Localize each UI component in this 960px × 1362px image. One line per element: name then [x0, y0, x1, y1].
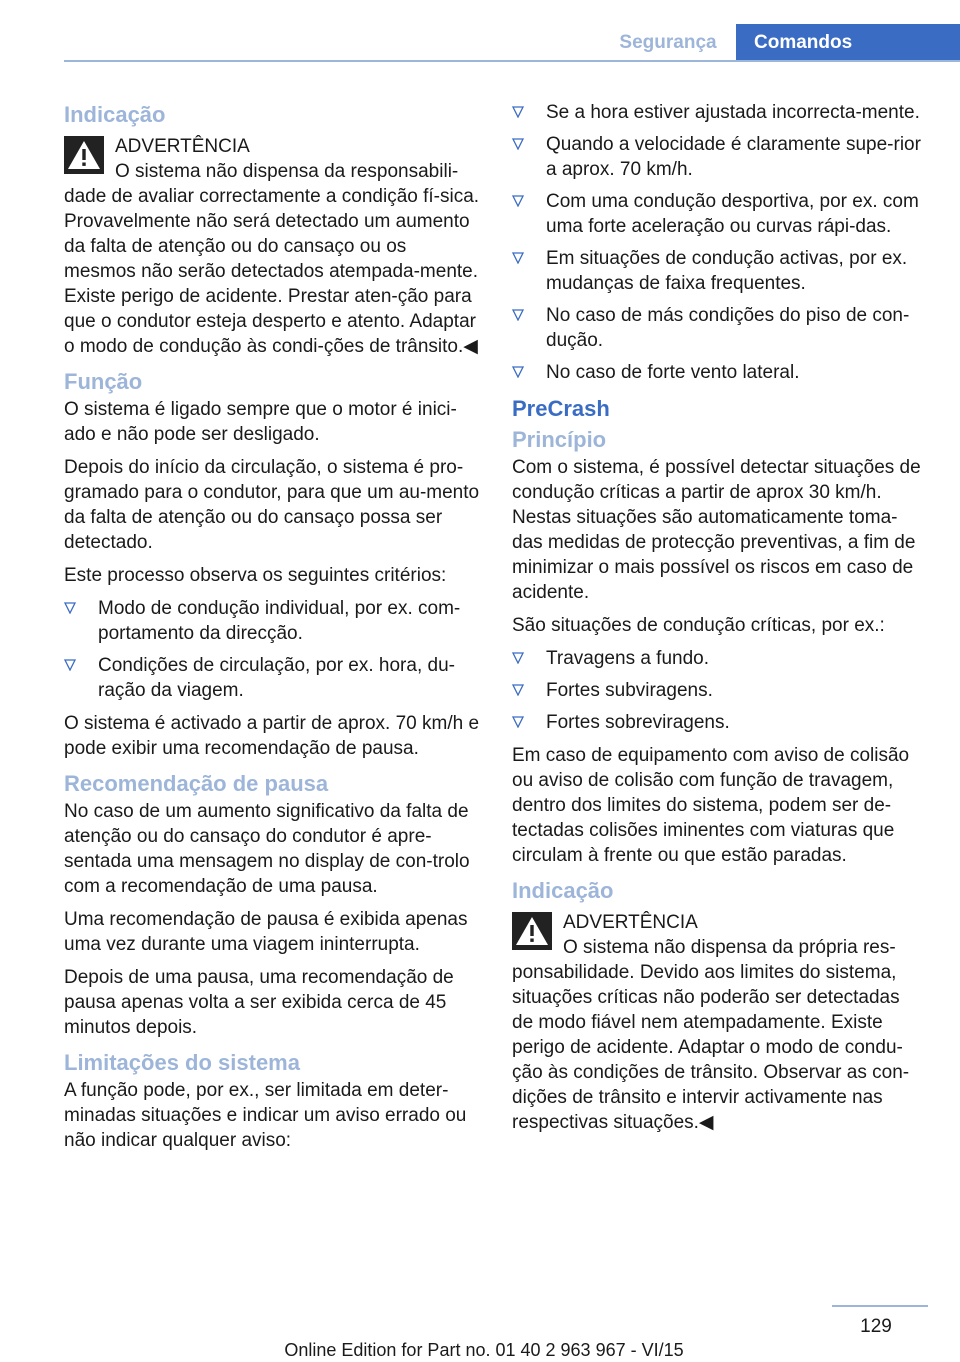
triangle-bullet-icon — [512, 138, 524, 150]
warning-triangle-icon — [64, 136, 104, 174]
list-item-text: Fortes subviragens. — [546, 680, 713, 701]
page-header — [0, 0, 960, 62]
list-item — [512, 710, 926, 735]
warning-text-2: O sistema não dispensa da própria res‐ponsabilidade. Devido aos limites do sistema, situações críticas não poderão ser detectadas de modo fiável nem atempadamente. Existe perigo de acidente. Adaptar o modo de condu‐ção às condições de trânsito. Observar as con‐dições de trânsito e intervir activamente nas respectivas situações.◀ — [512, 937, 910, 1133]
heading-limitacoes: Limitações do sistema — [64, 1050, 300, 1075]
heading-precrash: PreCrash — [512, 396, 610, 421]
list-item-text: No caso de forte vento lateral. — [546, 362, 800, 383]
list-item — [512, 132, 926, 182]
paragraph: Este processo observa os seguintes critérios: — [64, 565, 447, 586]
warning-box-1 — [64, 134, 480, 359]
list-item — [512, 246, 926, 296]
list-item-text: Quando a velocidade é claramente supe‐rior a aprox. 70 km/h. — [546, 134, 921, 180]
warning-text-1: O sistema não dispensa da responsabili‐dade de avaliar correctamente a condição fí‐sica. Provavelmente não será detectado um aumento da falta de atenção ou do cansaço ou os mesmos não serão detectados atempada‐mente. Existe perigo de acidente. Prestar aten‐ção para que o condutor esteja desperto e atento. Adaptar o modo de condução às condi‐ções de trânsito.◀ — [64, 161, 480, 357]
list-item-text: Modo de condução individual, por ex. com‐portamento da direcção. — [98, 598, 461, 644]
header-section-tab: Segurança — [619, 32, 717, 53]
list-item — [64, 596, 480, 646]
list-item-text: No caso de más condições do piso de con‐dução. — [546, 305, 910, 351]
right-column — [512, 100, 926, 1143]
list-item — [512, 100, 926, 125]
paragraph: A função pode, por ex., ser limitada em deter‐minadas situações e indicar um aviso errado ou não indicar qualquer aviso: — [64, 1080, 467, 1151]
paragraph: Depois de uma pausa, uma recomendação de pausa apenas volta a ser exibida cerca de 45 minutos depois. — [64, 967, 454, 1038]
list-item — [512, 360, 926, 385]
triangle-bullet-icon — [512, 716, 524, 728]
list-item-text: Condições de circulação, por ex. hora, du‐ração da viagem. — [98, 655, 455, 701]
header-rule — [64, 60, 960, 62]
heading-funcao: Função — [64, 369, 143, 394]
edition-footer: Online Edition for Part no. 01 40 2 963 967 - VI/15 — [284, 1340, 684, 1360]
criteria-list — [64, 596, 480, 703]
warning-label-2: ADVERTÊNCIA — [563, 912, 698, 933]
triangle-bullet-icon — [512, 366, 524, 378]
triangle-bullet-icon — [64, 659, 76, 671]
list-item-text: Travagens a fundo. — [546, 648, 710, 669]
list-item — [512, 189, 926, 239]
heading-principio: Princípio — [512, 427, 607, 452]
paragraph: Depois do início da circulação, o sistema é pro‐gramado para o condutor, para que um au‐mento da falta de atenção ou do cansaço possa ser detectado. — [64, 457, 480, 553]
triangle-bullet-icon — [512, 106, 524, 118]
limitations-list — [512, 100, 926, 385]
heading-recomendacao: Recomendação de pausa — [64, 771, 329, 796]
triangle-bullet-icon — [512, 195, 524, 207]
list-item — [512, 646, 926, 671]
critical-situations-list — [512, 646, 926, 735]
triangle-bullet-icon — [512, 252, 524, 264]
list-item-text: Em situações de condução activas, por ex. mudanças de faixa frequentes. — [546, 248, 908, 294]
list-item — [64, 653, 480, 703]
triangle-bullet-icon — [512, 652, 524, 664]
triangle-bullet-icon — [64, 602, 76, 614]
warning-triangle-icon — [512, 912, 552, 950]
header-active-tab: Comandos — [736, 24, 960, 62]
paragraph: São situações de condução críticas, por ex.: — [512, 615, 885, 636]
warning-label-1: ADVERTÊNCIA — [115, 136, 250, 157]
triangle-bullet-icon — [512, 309, 524, 321]
paragraph: O sistema é ligado sempre que o motor é inici‐ado e não pode ser desligado. — [64, 399, 457, 445]
list-item-text: Com uma condução desportiva, por ex. com uma forte aceleração ou curvas rápi‐das. — [546, 191, 919, 237]
list-item-text: Se a hora estiver ajustada incorrecta‐mente. — [546, 102, 920, 123]
heading-indicacao-2: Indicação — [512, 878, 614, 903]
list-item-text: Fortes sobreviragens. — [546, 712, 730, 733]
paragraph: Em caso de equipamento com aviso de colisão ou aviso de colisão com função de travagem, dentro dos limites do sistema, podem ser de‐tectadas colisões iminentes com viaturas que circulam à frente ou que estão paradas. — [512, 745, 910, 866]
page-number: 129 — [860, 1316, 892, 1337]
paragraph: Uma recomendação de pausa é exibida apenas uma vez durante uma viagem ininterrupta. — [64, 909, 468, 955]
triangle-bullet-icon — [512, 684, 524, 696]
list-item — [512, 678, 926, 703]
footer-rule — [832, 1305, 928, 1307]
paragraph: Com o sistema, é possível detectar situações de condução críticas a partir de aprox 30 km/h. Nestas situações são automaticamente toma‐das medidas de protecção preventivas, a fim de minimizar o mais possível os riscos em caso de acidente. — [512, 457, 921, 603]
list-item — [512, 303, 926, 353]
left-column — [64, 100, 480, 1161]
warning-box-2 — [512, 910, 926, 1135]
heading-indicacao: Indicação — [64, 102, 166, 127]
paragraph: No caso de um aumento significativo da falta de atenção ou do cansaço do condutor é apre‐sentada uma mensagem no display de con‐trolo com a recomendação de uma pausa. — [64, 801, 470, 897]
paragraph: O sistema é activado a partir de aprox. 70 km/h e pode exibir uma recomendação de pausa. — [64, 713, 480, 759]
